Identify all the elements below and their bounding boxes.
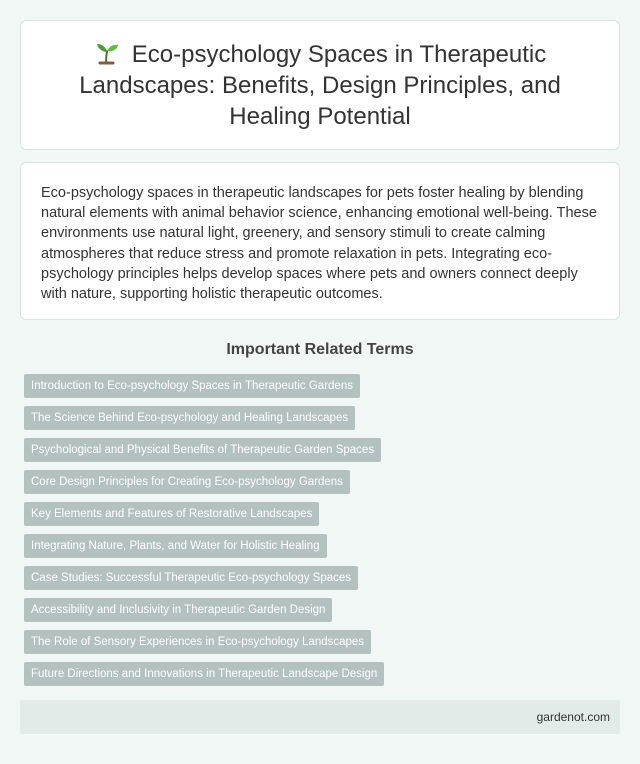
related-terms-list (24, 374, 384, 694)
list-item (24, 502, 384, 526)
related-term-tag[interactable]: Psychological and Physical Benefits of Therapeutic Garden Spaces (24, 438, 381, 462)
footer-site-link[interactable]: gardenot.com (536, 710, 610, 724)
related-terms-heading: Important Related Terms (226, 341, 414, 358)
list-item (24, 598, 384, 622)
related-term-tag[interactable]: Future Directions and Innovations in Therapeutic Landscape Design (24, 662, 384, 686)
footer (20, 700, 620, 734)
page-title (61, 39, 579, 132)
list-item (24, 406, 384, 430)
list-item (24, 374, 384, 398)
related-term-tag[interactable]: The Role of Sensory Experiences in Eco-psychology Landscapes (24, 630, 371, 654)
related-term-tag[interactable]: Key Elements and Features of Restorative Landscapes (24, 502, 319, 526)
list-item (24, 566, 384, 590)
related-term-tag[interactable]: Core Design Principles for Creating Eco-psychology Gardens (24, 470, 350, 494)
list-item (24, 534, 384, 558)
title-card (20, 20, 620, 150)
page-title-text: Eco-psychology Spaces in Therapeutic Landscapes: Benefits, Design Principles, and Healing Potential (79, 40, 561, 130)
list-item (24, 630, 384, 654)
summary-card (20, 162, 620, 320)
list-item (24, 662, 384, 686)
list-item (24, 438, 384, 462)
list-item (24, 470, 384, 494)
seedling-icon (94, 41, 120, 65)
related-term-tag[interactable]: Introduction to Eco-psychology Spaces in Therapeutic Gardens (24, 374, 360, 398)
related-term-tag[interactable]: Case Studies: Successful Therapeutic Eco-psychology Spaces (24, 566, 358, 590)
related-term-tag[interactable]: Integrating Nature, Plants, and Water for Holistic Healing (24, 534, 327, 558)
summary-text: Eco-psychology spaces in therapeutic landscapes for pets foster healing by blending natural elements with animal behavior science, enhancing emotional well-being. These environments use natural light, greenery, and sensory stimuli to create calming atmospheres that reduce stress and promote relaxation in pets. Integrating eco-psychology principles helps develop spaces where pets and owners connect deeply with nature, supporting holistic therapeutic outcomes. (41, 185, 597, 303)
related-term-tag[interactable]: The Science Behind Eco-psychology and Healing Landscapes (24, 406, 355, 430)
related-term-tag[interactable]: Accessibility and Inclusivity in Therapeutic Garden Design (24, 598, 332, 622)
